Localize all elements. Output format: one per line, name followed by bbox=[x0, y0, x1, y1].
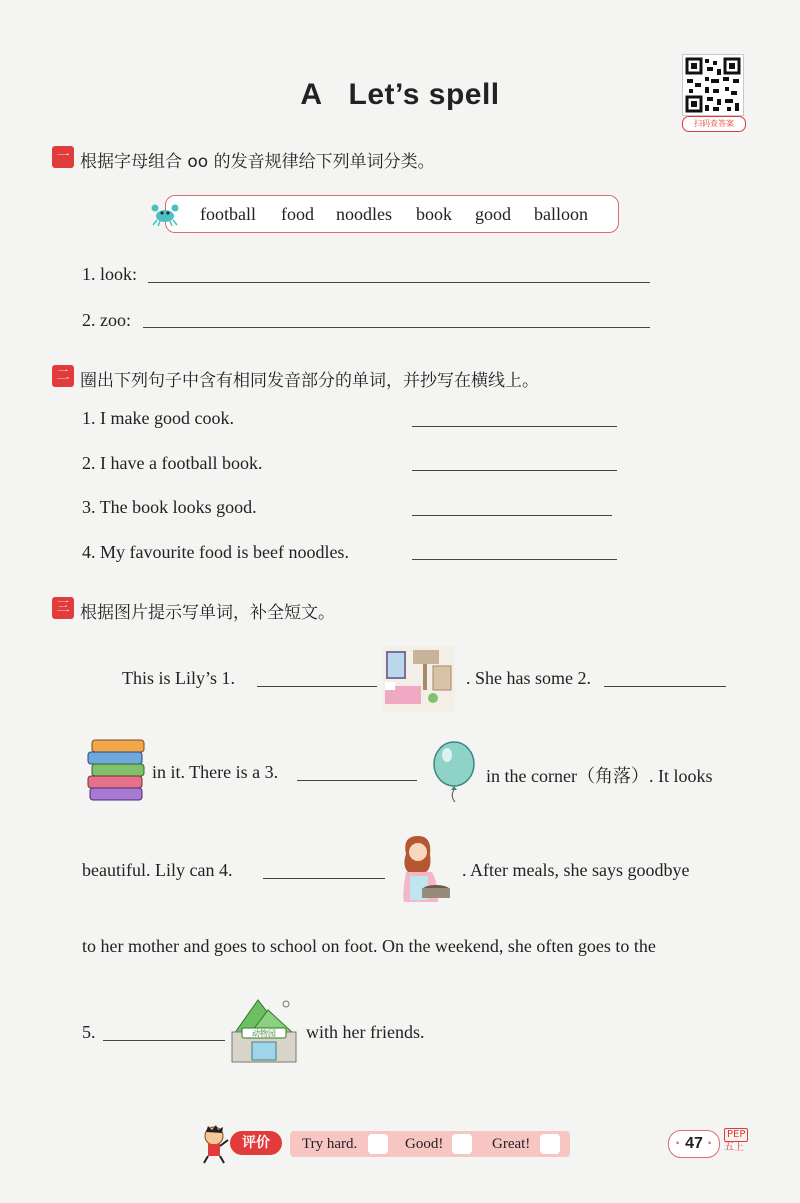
answer-line[interactable] bbox=[604, 686, 726, 687]
word-bank-item: balloon bbox=[534, 204, 588, 224]
sentence-item: 2. I have a football book. bbox=[82, 453, 263, 473]
section-number: 一 bbox=[56, 149, 70, 164]
answer-line[interactable] bbox=[297, 780, 417, 781]
word-bank-item: food bbox=[281, 204, 314, 224]
section-number-badge bbox=[52, 597, 74, 619]
qr-caption: 扫码查答案 bbox=[682, 116, 746, 132]
eval-option-label: Great! bbox=[492, 1136, 531, 1152]
page-title bbox=[0, 78, 800, 112]
girl-cooking-icon bbox=[392, 832, 458, 909]
eval-checkbox[interactable] bbox=[368, 1134, 388, 1154]
passage-text: 5. bbox=[82, 1022, 96, 1042]
zoo-icon bbox=[228, 994, 302, 1069]
section-number-badge bbox=[52, 146, 74, 168]
passage-text: This is Lily’s 1. bbox=[122, 668, 236, 688]
section-number: 二 bbox=[56, 368, 70, 383]
answer-line[interactable] bbox=[412, 515, 612, 516]
word-bank-item: noodles bbox=[336, 204, 392, 224]
sentence-item: 3. The book looks good. bbox=[82, 497, 257, 517]
eval-checkbox[interactable] bbox=[540, 1134, 560, 1154]
answer-line[interactable] bbox=[257, 686, 377, 687]
answer-line[interactable] bbox=[103, 1040, 225, 1041]
answer-line[interactable] bbox=[143, 327, 650, 328]
passage-text: in the corner（角落）. It looks bbox=[486, 766, 713, 786]
sentence-item: 1. I make good cook. bbox=[82, 408, 234, 428]
passage-text: to her mother and goes to school on foot. On the weekend, she often goes to the bbox=[82, 936, 656, 956]
crab-icon bbox=[150, 201, 180, 232]
passage-text: . She has some 2. bbox=[466, 668, 591, 688]
answer-line[interactable] bbox=[263, 878, 385, 879]
page-number-value: 47 bbox=[685, 1135, 703, 1152]
passage-text: . After meals, she says goodbye bbox=[462, 860, 690, 880]
books-icon bbox=[84, 738, 150, 811]
qr-code-icon[interactable] bbox=[682, 54, 744, 116]
bedroom-icon bbox=[383, 646, 455, 712]
evaluation-badge bbox=[230, 1131, 282, 1155]
title-prefix: A bbox=[300, 78, 323, 111]
evaluation-label: 评价 bbox=[242, 1135, 270, 1151]
sentence-item: 4. My favourite food is beef noodles. bbox=[82, 542, 349, 562]
section-heading: 圈出下列句子中含有相同发音部分的单词，并抄写在横线上。 bbox=[80, 371, 539, 391]
classify-label: 1. look: bbox=[82, 264, 138, 284]
answer-line[interactable] bbox=[412, 426, 617, 427]
word-bank-item: book bbox=[416, 204, 452, 224]
edition-grade: 五上 bbox=[724, 1142, 744, 1153]
word-bank-item: good bbox=[475, 204, 511, 224]
classify-label: 2. zoo: bbox=[82, 310, 131, 330]
eval-option-label: Try hard. bbox=[302, 1136, 358, 1152]
answer-line[interactable] bbox=[412, 559, 617, 560]
passage-text: in it. There is a 3. bbox=[152, 762, 279, 782]
eval-checkbox[interactable] bbox=[452, 1134, 472, 1154]
section-number-badge bbox=[52, 365, 74, 387]
title-main: Let’s spell bbox=[348, 78, 500, 111]
section-heading: 根据字母组合 oo 的发音规律给下列单词分类。 bbox=[80, 152, 435, 172]
eval-option-label: Good! bbox=[405, 1136, 444, 1152]
answer-line[interactable] bbox=[412, 470, 617, 471]
passage-text: beautiful. Lily can 4. bbox=[82, 860, 233, 880]
mascot-icon bbox=[198, 1124, 232, 1169]
edition-pep: PEP bbox=[724, 1128, 748, 1142]
section-heading: 根据图片提示写单词，补全短文。 bbox=[80, 603, 335, 623]
section-number: 三 bbox=[56, 600, 70, 615]
passage-text: with her friends. bbox=[306, 1022, 425, 1042]
word-bank-item: football bbox=[200, 204, 256, 224]
zoo-sign-text: 动物园 bbox=[252, 1029, 276, 1038]
answer-line[interactable] bbox=[148, 282, 650, 283]
page-number: · 47 · bbox=[668, 1130, 720, 1158]
balloon-icon bbox=[428, 740, 480, 809]
edition-tag bbox=[724, 1128, 748, 1154]
